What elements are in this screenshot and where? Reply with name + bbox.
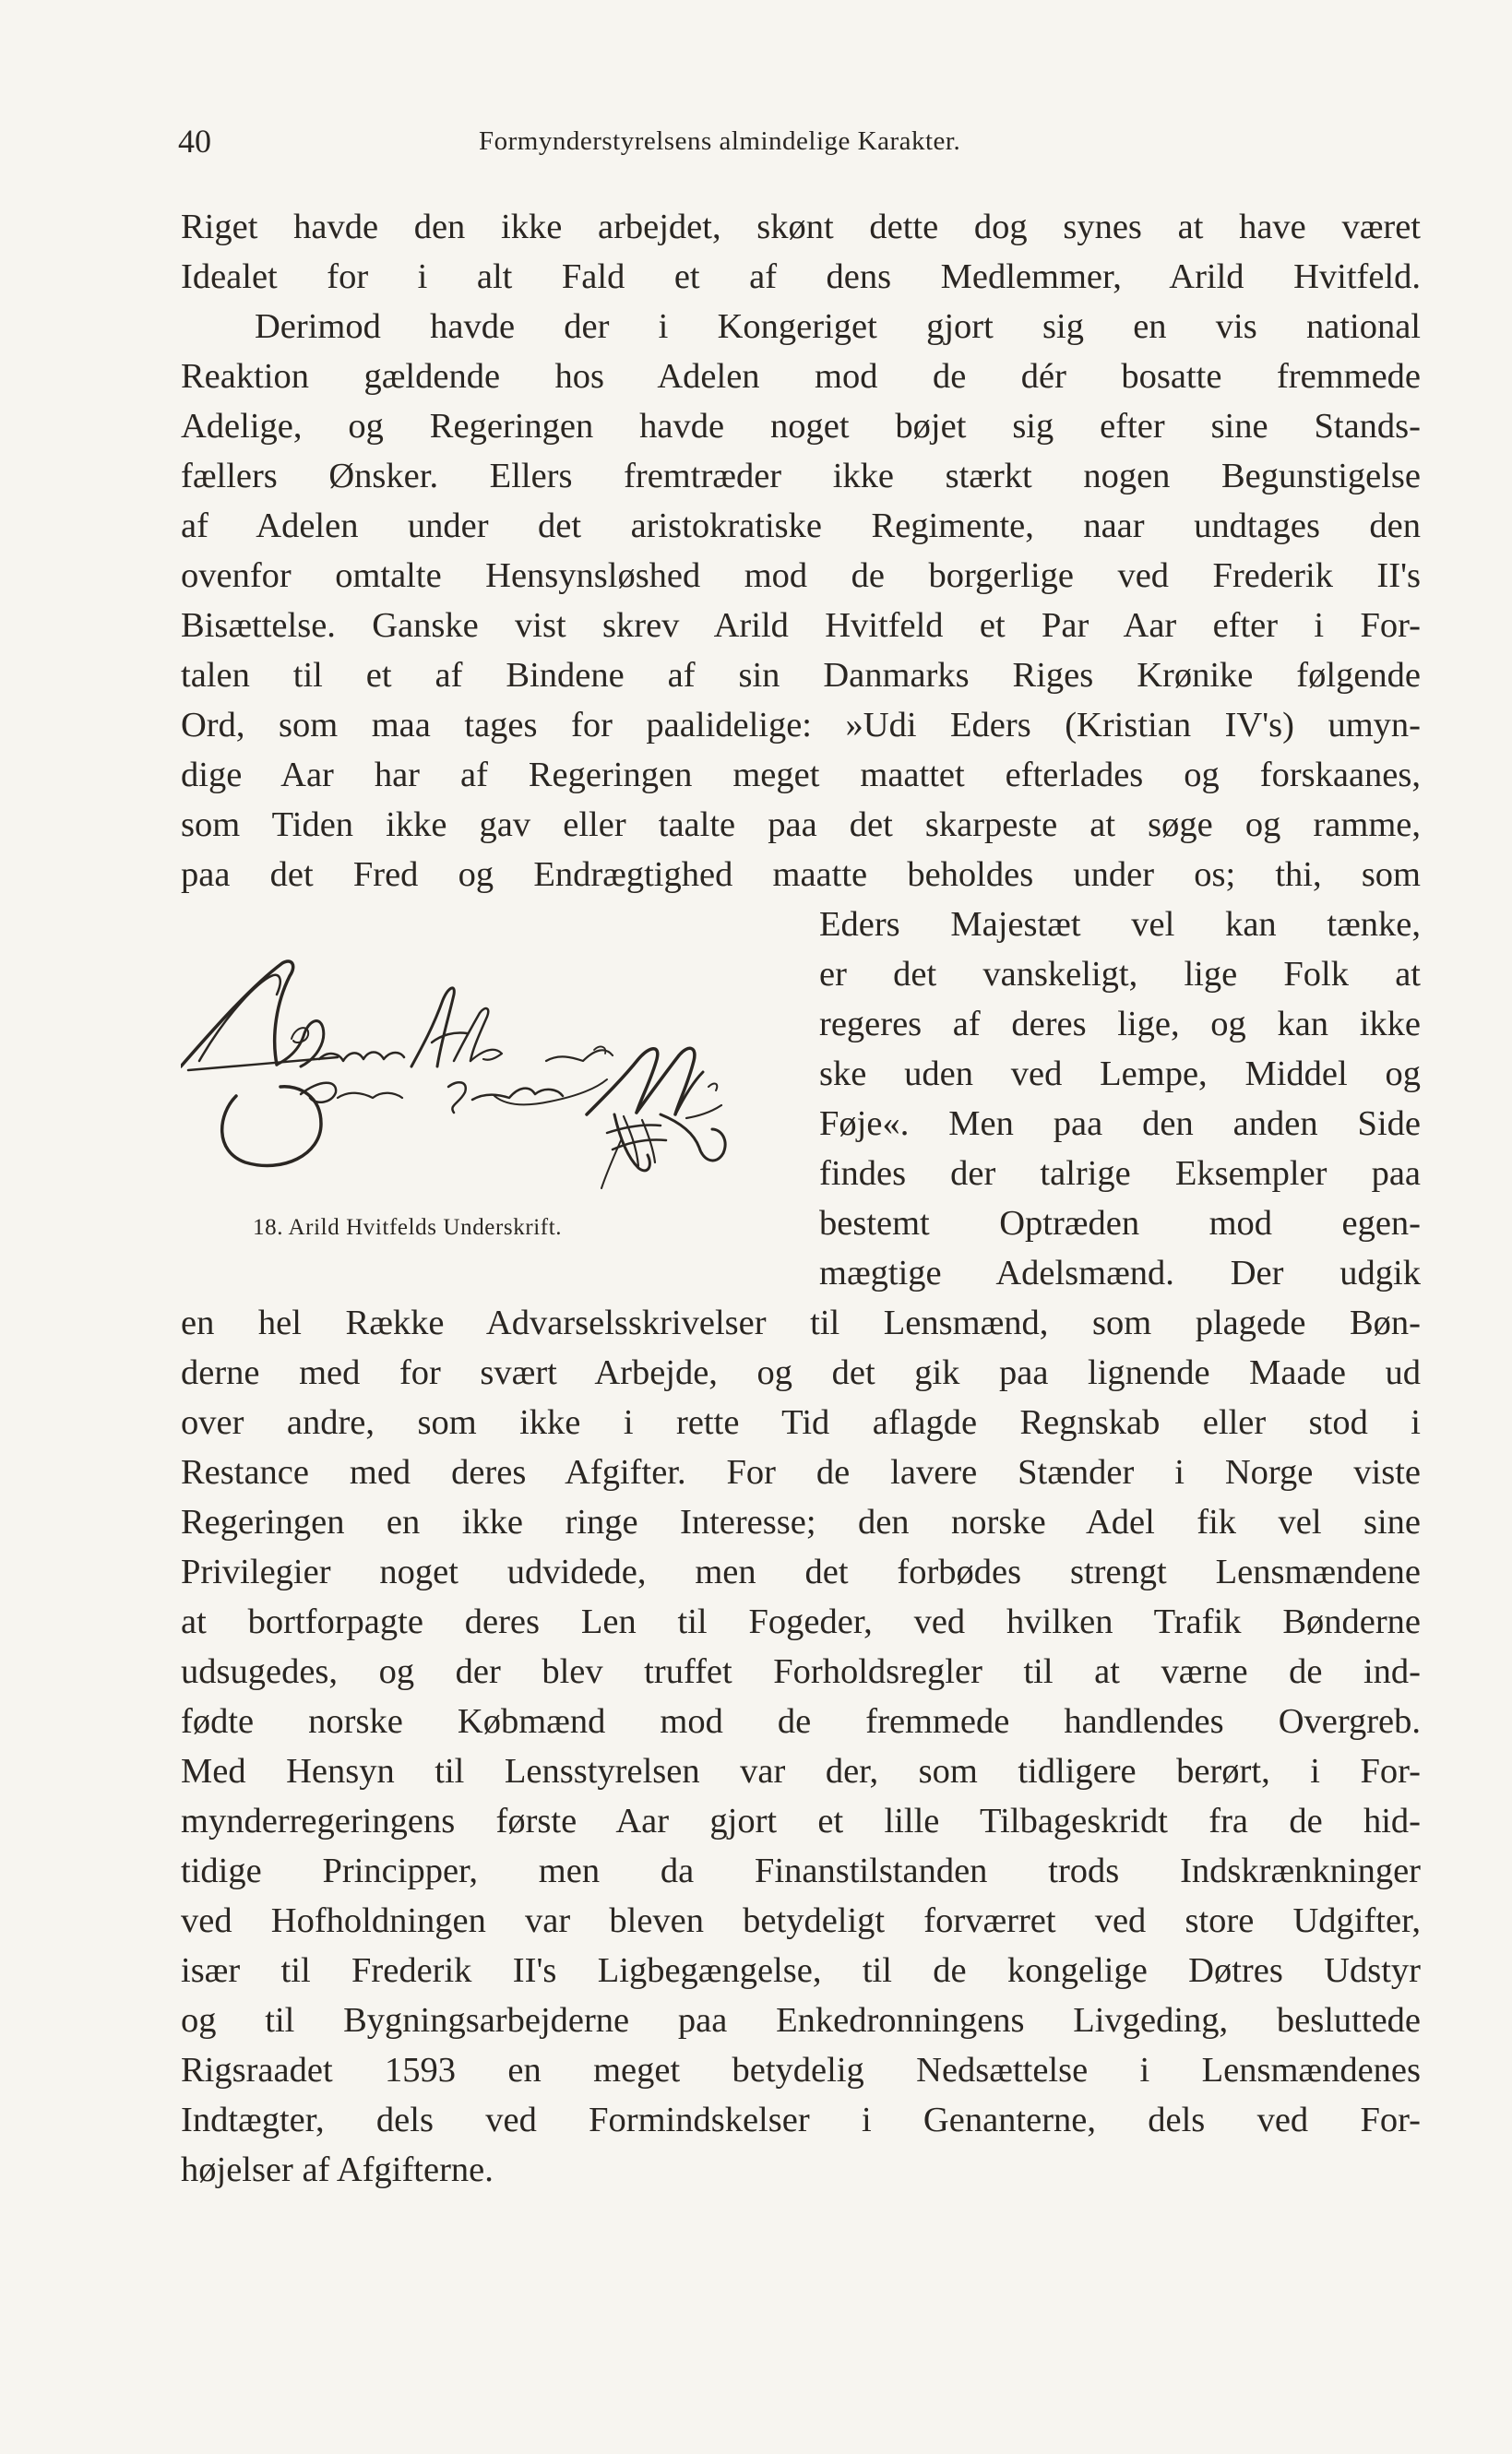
text-line: som Tiden ikke gav eller taalte paa det skarpeste at søge og ramme, [181, 805, 1421, 844]
text-line: tidige Principper, men da Finanstilstanden trods Indskrænkninger [181, 1852, 1421, 1890]
text-line: Idealet for i alt Fald et af dens Medlemmer, Arild Hvitfeld. [181, 257, 1421, 296]
text-line: mynderregeringens første Aar gjort et lille Tilbageskridt fra de hid- [181, 1802, 1421, 1840]
text-line: Restance med deres Afgifter. For de lavere Stænder i Norge viste [181, 1453, 1421, 1492]
text-line: Privilegier noget udvidede, men det forbødes strengt Lensmændene [181, 1553, 1421, 1591]
text-line: mægtige Adelsmænd. Der udgik [819, 1254, 1421, 1293]
text-line: bestemt Optræden mod egen- [819, 1204, 1421, 1243]
signature-figure [181, 958, 780, 1240]
text-line: Føje«. Men paa den anden Side [819, 1104, 1421, 1143]
text-line: Regeringen en ikke ringe Interesse; den norske Adel fik vel sine [181, 1503, 1421, 1542]
text-line: Bisættelse. Ganske vist skrev Arild Hvitfeld et Par Aar efter i For- [181, 606, 1421, 645]
text-line: ved Hofholdningen var bleven betydeligt forværret ved store Udgifter, [181, 1901, 1421, 1940]
text-line: Reaktion gældende hos Adelen mod de dér bosatte fremmede [181, 357, 1421, 396]
text-line: at bortforpagte deres Len til Fogeder, ved hvilken Trafik Bønderne [181, 1602, 1421, 1641]
text-line: Med Hensyn til Lensstyrelsen var der, som tidligere berørt, i For- [181, 1752, 1421, 1791]
text-line: ovenfor omtalte Hensynsløshed mod de borgerlige ved Frederik II's [181, 556, 1421, 595]
text-line: Ord, som maa tages for paalidelige: »Udi Eders (Kristian IV's) umyn- [181, 706, 1421, 745]
text-line: fødte norske Købmænd mod de fremmede handlendes Overgreb. [181, 1702, 1421, 1741]
text-line: og til Bygningsarbejderne paa Enkedronningens Livgeding, besluttede [181, 2001, 1421, 2040]
page-header [178, 118, 1433, 164]
text-line: en hel Række Advarselsskrivelser til Lensmænd, som plagede Bøn- [181, 1304, 1421, 1342]
text-line: talen til et af Bindene af sin Danmarks Riges Krønike følgende [181, 656, 1421, 695]
text-line: Eders Majestæt vel kan tænke, [819, 905, 1421, 944]
text-line: paa det Fred og Endrægtighed maatte beholdes under os; thi, som [181, 855, 1421, 894]
text-line: af Adelen under det aristokratiske Regimente, naar undtages den [181, 506, 1421, 545]
text-line: er det vanskeligt, lige Folk at [819, 955, 1421, 994]
text-line: Adelige, og Regeringen havde noget bøjet sig efter sine Stands- [181, 407, 1421, 446]
text-line: især til Frederik II's Ligbegængelse, til de kongelige Døtres Udstyr [181, 1951, 1421, 1990]
text-line: udsugedes, og der blev truffet Forholdsregler til at værne de ind- [181, 1652, 1421, 1691]
text-line: fællers Ønsker. Ellers fremtræder ikke stærkt nogen Begunstigelse [181, 457, 1421, 495]
figure-caption: 18. Arild Hvitfelds Underskrift. [253, 1215, 563, 1240]
text-line: findes der talrige Eksempler paa [819, 1154, 1421, 1193]
text-line: regeres af deres lige, og kan ikke [819, 1005, 1421, 1043]
page-number: 40 [178, 123, 211, 160]
text-line: derne med for svært Arbejde, og det gik paa lignende Maade ud [181, 1353, 1421, 1392]
text-line: Indtægter, dels ved Formindskelser i Genanterne, dels ved For- [181, 2101, 1421, 2139]
signature-image [181, 958, 780, 1197]
text-line: Riget havde den ikke arbejdet, skønt dette dog synes at have været [181, 208, 1421, 246]
text-line: dige Aar har af Regeringen meget maattet efterlades og forskaanes, [181, 756, 1421, 794]
text-line: ske uden ved Lempe, Middel og [819, 1054, 1421, 1093]
text-line: Derimod havde der i Kongeriget gjort sig en vis national [255, 307, 1421, 346]
text-line: højelser af Afgifterne. [181, 2150, 494, 2189]
text-line: over andre, som ikke i rette Tid aflagde Regnskab eller stod i [181, 1403, 1421, 1442]
text-line: Rigsraadet 1593 en meget betydelig Nedsættelse i Lensmændenes [181, 2051, 1421, 2090]
running-title: Formynderstyrelsens almindelige Karakter. [479, 126, 961, 156]
